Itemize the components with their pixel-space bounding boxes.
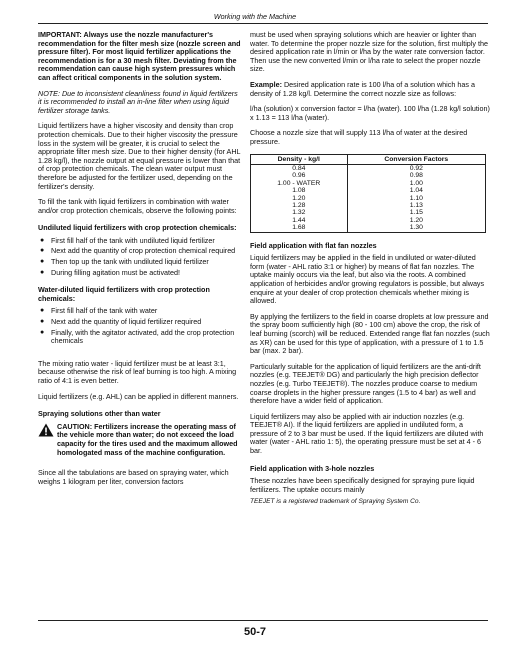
caution-text: CAUTION: Fertilizers increase the operating mass of the vehicle more than water; do not exceed the load capacity for the tires used and the maximum allowed homologated mass of the machine configuration. [57,421,238,457]
factor-cell: 0.98 [347,172,485,179]
note: NOTE: Due to inconsistent cleanliness found in liquid fertilizers it is recommended to install an in-line filter when using liquid fertilizer storage tanks. [38,88,238,115]
caution-block [38,423,242,457]
table-row [251,180,486,187]
paragraph: Liquid fertilizers may be applied in the field in undiluted or water-diluted form (water - AHL ratio 3:1 or higher) by means of flat fan nozzles. The uptake mainly occurs via the leaf, but also via the roots. A combined application of herbicides and/or growing regulators is possible, but always enquire at your dealer of crop protection chemicals whether mixing is allowed. [250,253,485,306]
list-item: ● Then top up the tank with undiluted liquid fertilizer [40,257,209,267]
example-label: Example: [250,79,282,89]
bullet-icon: ● [40,318,45,326]
page-number: 50-7 [243,626,267,638]
trademark-footnote: TEEJET is a registered trademark of Spraying System Co. [250,498,421,506]
table-row [251,209,486,216]
warning-icon [38,423,54,437]
factor-cell: 1.20 [347,217,485,224]
example-paragraph [250,81,490,98]
running-header: Working with the Machine [213,12,297,21]
column-header: Density - kg/l [251,154,348,164]
density-cell: 0.84 [251,164,348,172]
density-cell: 1.08 [251,187,348,194]
density-cell: 0.96 [251,172,348,179]
density-cell: 1.00 - WATER [251,180,348,187]
paragraph: Choose a nozzle size that will supply 113 l/ha of water at the desired pressure. [250,128,468,146]
paragraph: The mixing ratio water - liquid fertilizer must be at least 3:1, because otherwise the risk of leaf burning is too high. A mixing ratio of 4:1 is even better. [38,358,237,385]
bullet-list-undiluted [38,237,242,277]
important-notice: IMPORTANT: Always use the nozzle manufacturer's recommendation for the filter mesh size (nozzle screen and pressure filter). For most liquid fertilizer applications the recommendation is for a 30 mesh filter. Deviating from the recommendation can cause high system pressures which can affect critical components in the solution system. [38,30,241,82]
list-item: ● First fill half of the tank with water [40,306,158,316]
table-body [251,164,486,232]
paragraph: Since all the tabulations are based on spraying water, which weighs 1 kilogram per liter, conversion factors [38,468,229,486]
bullet-icon: ● [40,328,45,336]
density-cell: 1.20 [251,195,348,202]
bullet-icon: ● [40,307,45,315]
density-cell: 1.68 [251,224,348,232]
factor-cell: 1.13 [347,202,485,209]
list-item: ● Finally, with the agitator activated, add the crop protection chemicals [40,327,235,346]
bullet-icon: ● [40,258,45,266]
table-row [251,187,486,194]
bullet-icon: ● [40,268,45,276]
table-row [251,217,486,224]
factor-cell: 0.92 [347,164,485,172]
bullet-list-diluted [38,307,242,345]
density-cell: 1.44 [251,217,348,224]
table-header-row [251,154,486,164]
paragraph: l/ha (solution) x conversion factor = l/ha (water). 100 l/ha (1.28 kg/l solution) x 1.13 = 113 l/ha (water). [250,104,490,122]
list-item: ● Next add the quantity of liquid fertilizer required [40,317,202,327]
table-row [251,224,486,232]
paragraph: By applying the fertilizers to the field in coarse droplets at low pressure and the spray boom sufficiently high (80 - 100 cm) above the crop, the risk of leaf burning (scorch) will be reduced. Extended range flat fan nozzles (such as XR) can be used for this type of application, with a pressure of 1 to 1.5 bar (max. 2 bar). [250,311,490,356]
list-item: ● During filling agitation must be activated! [40,267,181,277]
paragraph: Liquid fertilizers have a higher viscosity and density than crop protection chemicals. Due to their higher viscosity the pressure loss in the system will be greater, it is crucial to select the appropriate filter mesh size. Due to their higher density (for AHL 1.28 kg/l), the nozzle output at equal pressure is lower than that of crop protection chemicals. The clean water output must therefore be adjusted for the fertilizer used, depending on the fertilizer's density. [38,121,241,191]
example-text: Desired application rate is 100 l/ha of a solution which has a density of 1.28 kg/l. Determine the correct nozzle size as follows: [250,79,475,98]
paragraph: To fill the tank with liquid fertilizers in combination with water and/or crop protection chemicals, observe the following points: [38,197,237,215]
section-heading: Field application with 3-hole nozzles [250,463,375,473]
factor-cell: 1.00 [347,180,485,187]
conversion-table [250,154,486,233]
table-row [251,195,486,202]
right-column [250,31,490,507]
list-item: ● Next add the quantity of crop protection chemical required [40,246,236,256]
table-row [251,172,486,179]
table-row [251,202,486,209]
section-heading: Undiluted liquid fertilizers with crop protection chemicals: [38,223,237,233]
paragraph: Particularly suitable for the application of liquid fertilizers are the anti-drift nozzles (e.g. TEEJET® DG) and particularly the high precision deflector nozzles (e.g. Turbo TEEJET®). The nozzles produce coarse to medium coarse droplets in the higher pressure ranges (1.5 to 4 bar) as well and therefore have a wider field of application. [250,361,481,406]
list-item: ● First fill half of the tank with undiluted liquid fertilizer [40,235,215,245]
left-column [38,31,242,493]
paragraph: must be used when spraying solutions which are heavier or lighter than water. To determine the proper nozzle size for the solution, first multiply the desired application rate in l/min or l/ha by the water rate conversion factor. Then use the new converted l/min or l/ha rate to select the proper nozzle size. [250,30,488,74]
paragraph: Liquid fertilizers may also be applied with air induction nozzles (e.g. TEEJET® AI). If the liquid fertilizers are applied in undiluted form, a pressure of 2 to 3 bar must be used. If the liquid fertilizers are diluted with water (water - AHL ratio 1: 5), the operating pressure must be set at 4 - 6 bar. [250,411,484,456]
section-heading: Water-diluted liquid fertilizers with crop protection chemicals: [38,285,210,303]
factor-cell: 1.10 [347,195,485,202]
bullet-icon: ● [40,247,45,255]
column-header: Conversion Factors [347,154,485,164]
bullet-icon: ● [40,236,45,244]
factor-cell: 1.15 [347,209,485,216]
density-cell: 1.32 [251,209,348,216]
section-heading: Spraying solutions other than water [38,409,161,419]
factor-cell: 1.30 [347,224,485,232]
header-rule [38,23,488,24]
footer-rule [38,620,488,621]
density-cell: 1.28 [251,202,348,209]
table-row [251,164,486,172]
section-heading: Field application with flat fan nozzles [250,240,377,250]
paragraph: Liquid fertilizers (e.g. AHL) can be applied in different manners. [38,391,239,401]
factor-cell: 1.04 [347,187,485,194]
paragraph: These nozzles have been specifically designed for spraying pure liquid fertilizers. The uptake occurs mainly [250,476,475,494]
